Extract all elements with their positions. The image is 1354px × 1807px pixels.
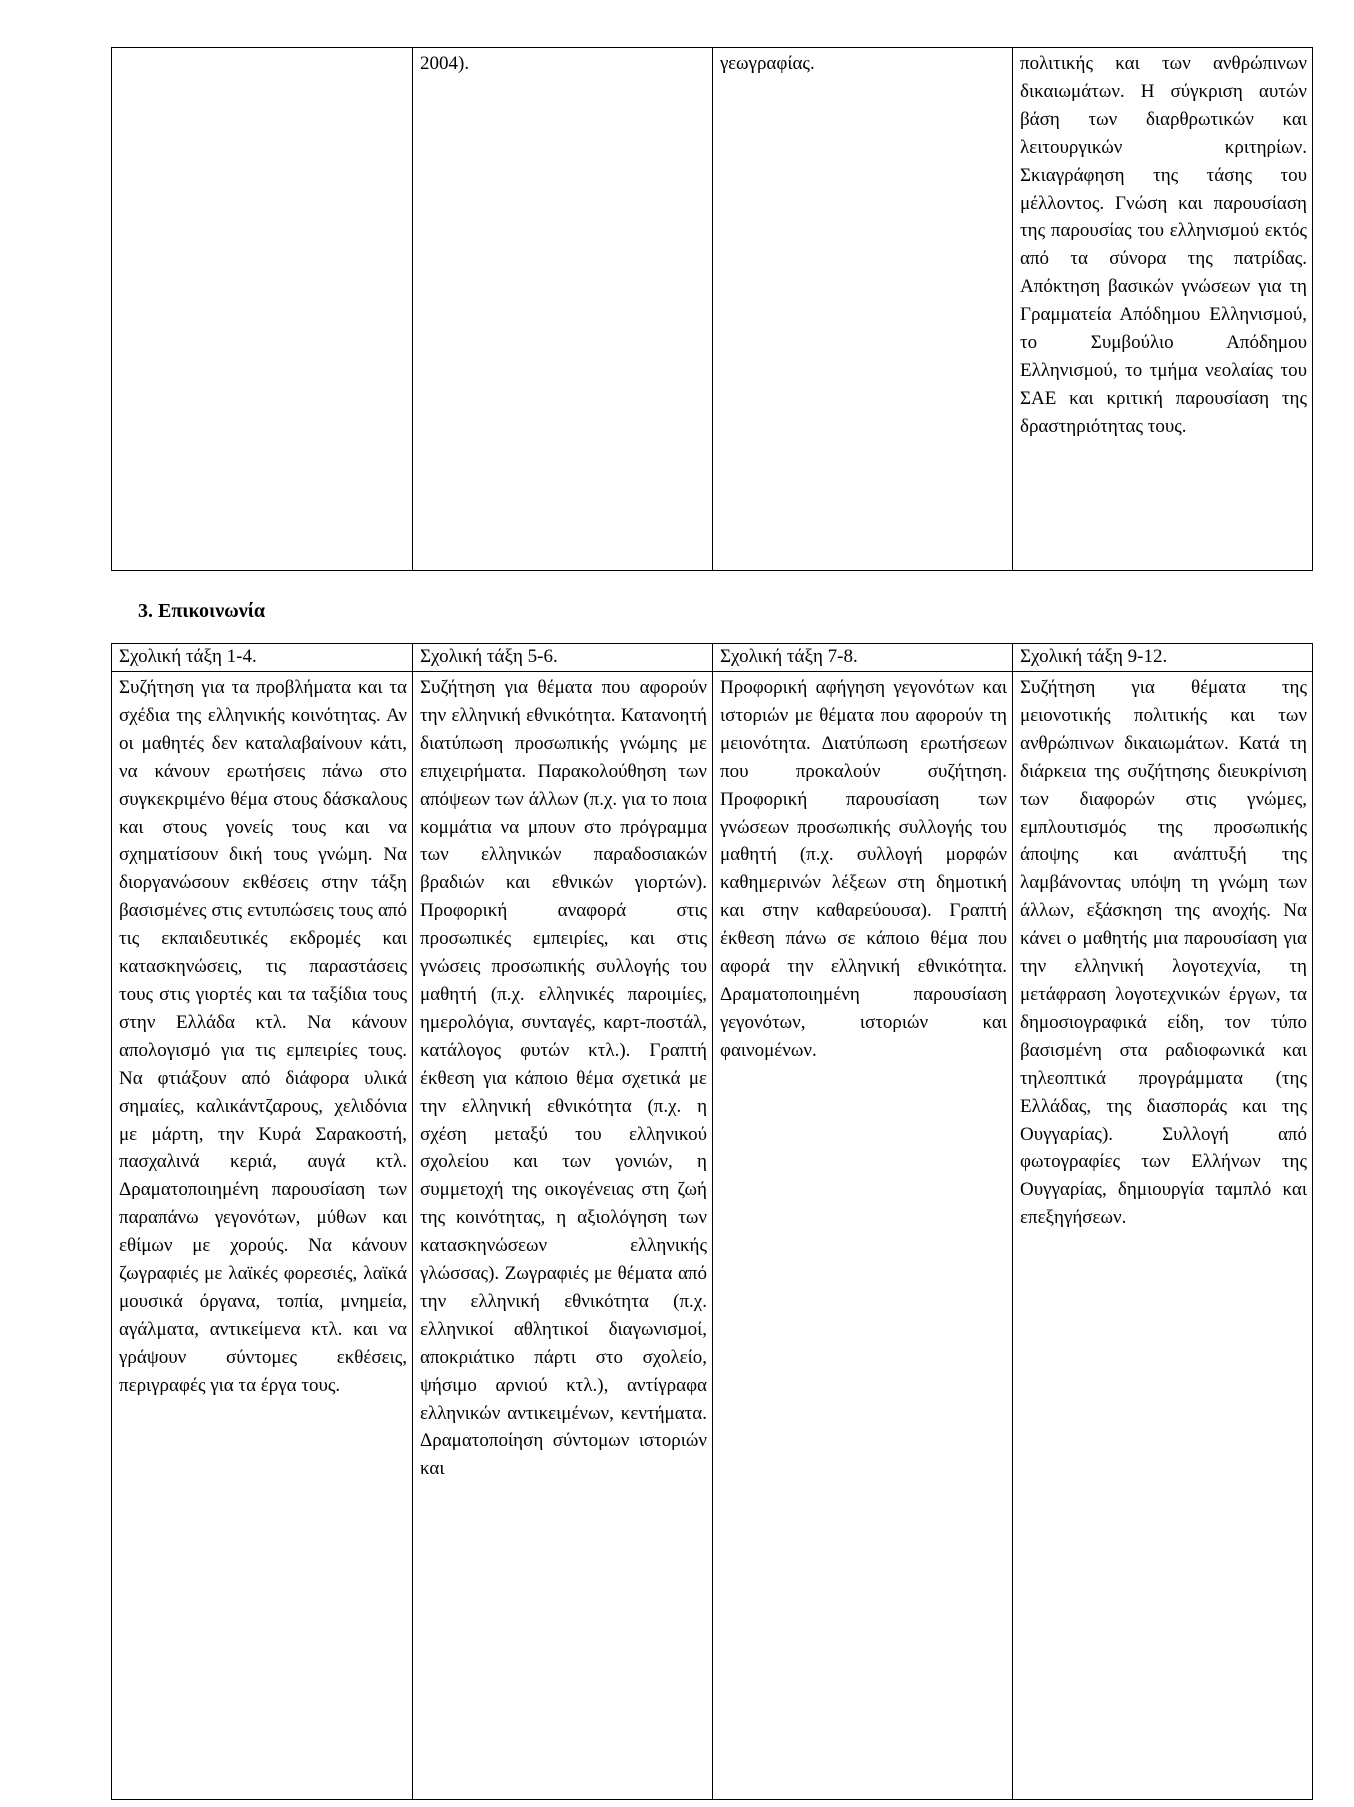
table-cell bbox=[112, 48, 413, 571]
table-cell-grade-1-4: Συζήτηση για τα προβλήματα και τα σχέδια της ελληνικής κοινότητας. Αν οι μαθητές δεν καταλαβαίνουν κάτι, να κάνουν ερωτήσεις πάνω στο συγκεκριμένο θέμα στους δάσκαλους και στους γονείς τους και να σχηματίσουν δική τους γνώμη. Να διοργανώσουν εκθέσεις στην τάξη βασισμένες στις εντυπώσεις τους από τις εκπαιδευτικές εκδρομές και κατασκηνώσεις, τις παραστάσεις τους στις γιορτές και τα ταξίδια τους στην Ελλάδα κτλ. Να κάνουν απολογισμό για τις εμπειρίες τους. Να φτιάξουν από διάφορα υλικά σημαίες, καλικάντζαρους, χελιδόνια με μάρτη, την Κυρά Σαρακοστή, πασχαλινά κεριά, αυγά κτλ. Δραματοποιημένη παρουσίαση των παραπάνω γεγονότων, μύθων και εθίμων με χορούς. Να κάνουν ζωγραφιές με λαϊκές φορεσιές, λαϊκά μουσικά όργανα, τοπία, μνημεία, αγάλματα, αντικείμενα κτλ. και να γράψουν σύντομες εκθέσεις, περιγραφές για τα έργα τους. bbox=[112, 672, 413, 1800]
table-cell: γεωγραφίας. bbox=[713, 48, 1013, 571]
communication-table bbox=[111, 643, 1313, 1800]
table-cell: πολιτικής και των ανθρώπινων δικαιωμάτων. Η σύγκριση αυτών βάση των διαρθρωτικών και λειτουργικών κριτηρίων. Σκιαγράφηση της τάσης του μέλλοντος. Γνώση και παρουσίαση της παρουσίας του ελληνισμού εκτός από τα σύνορα της πατρίδας. Απόκτηση βασικών γνώσεων για τη Γραμματεία Απόδημου Ελληνισμού, το Συμβούλιο Απόδημου Ελληνισμού, το τμήμα νεολαίας του ΣΑΕ και κριτική παρουσίαση της δραστηριότητας τους. bbox=[1013, 48, 1313, 571]
table-header-row bbox=[112, 644, 1313, 672]
column-header-grade-9-12: Σχολική τάξη 9-12. bbox=[1013, 644, 1313, 672]
continuation-table bbox=[111, 47, 1313, 571]
table-cell-grade-9-12: Συζήτηση για θέματα της μειονοτικής πολιτικής και των ανθρώπινων δικαιωμάτων. Κατά τη διάρκεια της συζήτησης διευκρίνιση των διαφορών στις γνώμες, εμπλουτισμός της προσωπικής άποψης και ανάπτυξή της λαμβάνοντας υπόψη τη γνώμη των άλλων, εξάσκηση της ανοχής. Να κάνει ο μαθητής μια παρουσίαση για την ελληνική λογοτεχνία, τη μετάφραση λογοτεχνικών έργων, τα δημοσιογραφικά είδη, τον τύπο βασισμένη στα ραδιοφωνικά και τηλεοπτικά προγράμματα (της Ελλάδας, της διασποράς και της Ουγγαρίας). Συλλογή από φωτογραφίες των Ελλήνων της Ουγγαρίας, δημιουργία ταμπλό και επεξηγήσεων. bbox=[1013, 672, 1313, 1800]
column-header-grade-1-4: Σχολική τάξη 1-4. bbox=[112, 644, 413, 672]
table-row bbox=[112, 48, 1313, 571]
column-header-grade-7-8: Σχολική τάξη 7-8. bbox=[713, 644, 1013, 672]
column-header-grade-5-6: Σχολική τάξη 5-6. bbox=[413, 644, 713, 672]
table-cell-grade-7-8: Προφορική αφήγηση γεγονότων και ιστοριών με θέματα που αφορούν τη μειονότητα. Διατύπωση ερωτήσεων που προκαλούν συζήτηση. Προφορική παρουσίαση των γνώσεων προσωπικής συλλογής του μαθητή (π.χ. συλλογή μορφών καθημερινών λέξεων στη δημοτική και στην καθαρεύουσα). Γραπτή έκθεση πάνω σε κάποιο θέμα που αφορά την ελληνική εθνικότητα. Δραματοποιημένη παρουσίαση γεγονότων, ιστοριών και φαινομένων. bbox=[713, 672, 1013, 1800]
table-cell-grade-5-6: Συζήτηση για θέματα που αφορούν την ελληνική εθνικότητα. Κατανοητή διατύπωση προσωπικής γνώμης με επιχειρήματα. Παρακολούθηση των απόψεων των άλλων (π.χ. για το ποια κομμάτια να μπουν στο πρόγραμμα των ελληνικών παραδοσιακών βραδιών και εθνικών γιορτών). Προφορική αναφορά στις προσωπικές εμπειρίες, και στις γνώσεις προσωπικής συλλογής του μαθητή (π.χ. ελληνικές παροιμίες, ημερολόγια, συνταγές, καρτ-ποστάλ, κατάλογος φυτών κτλ.). Γραπτή έκθεση για κάποιο θέμα σχετικά με την ελληνική εθνικότητα (π.χ. η σχέση μεταξύ του ελληνικού σχολείου και των γονιών, η συμμετοχή της οικογένειας στη ζωή της κοινότητας, η αξιολόγηση των κατασκηνώσεων ελληνικής γλώσσας). Ζωγραφιές με θέματα από την ελληνική εθνικότητα (π.χ. ελληνικοί αθλητικοί διαγωνισμοί, αποκριάτικο πάρτι στο σχολείο, ψήσιμο αρνιού κτλ.), αντίγραφα ελληνικών αντικειμένων, κεντήματα. Δραματοποίηση σύντομων ιστοριών και bbox=[413, 672, 713, 1800]
table-cell: 2004). bbox=[413, 48, 713, 571]
table-row bbox=[112, 672, 1313, 1800]
section-heading: 3. Επικοινωνία bbox=[138, 600, 266, 622]
